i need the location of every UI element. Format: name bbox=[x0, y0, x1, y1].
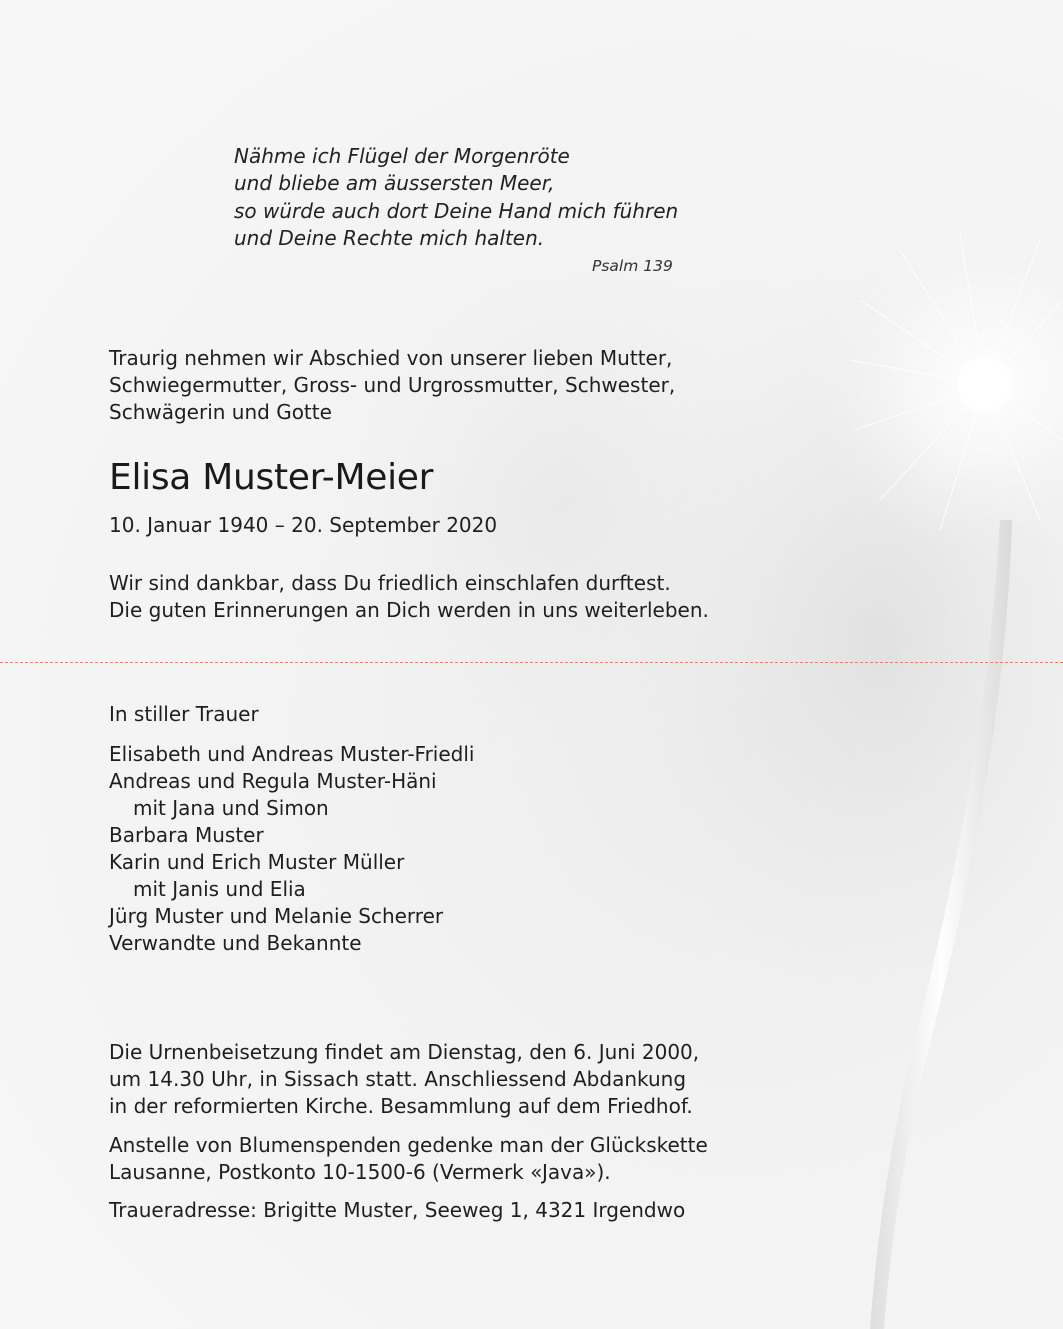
mourner-entry: mit Janis und Elia bbox=[133, 877, 306, 901]
thanks-line: Die guten Erinnerungen an Dich werden in uns weiterleben. bbox=[109, 598, 709, 622]
donation-line: Lausanne, Postkonto 10-1500-6 (Vermerk «Java»). bbox=[109, 1160, 611, 1184]
thanks-message bbox=[109, 570, 709, 624]
mourner-entry: Elisabeth und Andreas Muster-Friedli bbox=[109, 742, 475, 766]
verse-source: Psalm 139 bbox=[592, 257, 673, 275]
life-dates: 10. Januar 1940 – 20. September 2020 bbox=[109, 513, 498, 537]
mourner-entry: Verwandte und Bekannte bbox=[109, 931, 362, 955]
intro-line: Schwägerin und Gotte bbox=[109, 400, 332, 424]
verse-line: und Deine Rechte mich halten. bbox=[234, 225, 545, 250]
mourner-entry: Andreas und Regula Muster-Häni bbox=[109, 769, 437, 793]
donation-info bbox=[109, 1132, 708, 1186]
farewell-intro bbox=[109, 345, 675, 426]
ceremony-line: Die Urnenbeisetzung findet am Dienstag, den 6. Juni 2000, bbox=[109, 1040, 700, 1064]
mourner-entry: Karin und Erich Muster Müller bbox=[109, 850, 405, 874]
mourner-entry: mit Jana und Simon bbox=[133, 796, 329, 820]
psalm-verse bbox=[234, 143, 678, 252]
thanks-line: Wir sind dankbar, dass Du friedlich einschlafen durftest. bbox=[109, 571, 671, 595]
ceremony-line: in der reformierten Kirche. Besammlung auf dem Friedhof. bbox=[109, 1094, 693, 1118]
mourner-entry: Barbara Muster bbox=[109, 823, 264, 847]
verse-line: so würde auch dort Deine Hand mich führen bbox=[234, 198, 679, 223]
deceased-name: Elisa Muster-Meier bbox=[109, 457, 434, 498]
mourning-heading: In stiller Trauer bbox=[109, 702, 259, 726]
mourners-list bbox=[109, 741, 474, 957]
donation-line: Anstelle von Blumenspenden gedenke man der Glückskette bbox=[109, 1133, 708, 1157]
intro-line: Traurig nehmen wir Abschied von unserer lieben Mutter, bbox=[109, 346, 673, 370]
mourner-entry: Jürg Muster und Melanie Scherrer bbox=[109, 904, 444, 928]
intro-line: Schwiegermutter, Gross- und Urgrossmutter, Schwester, bbox=[109, 373, 676, 397]
verse-line: Nähme ich Flügel der Morgenröte bbox=[234, 144, 570, 168]
verse-line: und bliebe am äussersten Meer, bbox=[234, 171, 555, 196]
tear-off-line bbox=[0, 662, 1063, 663]
ceremony-info bbox=[109, 1039, 699, 1120]
mourning-address: Traueradresse: Brigitte Muster, Seeweg 1, 4321 Irgendwo bbox=[109, 1198, 686, 1222]
ceremony-line: um 14.30 Uhr, in Sissach statt. Anschliessend Abdankung bbox=[109, 1067, 687, 1091]
